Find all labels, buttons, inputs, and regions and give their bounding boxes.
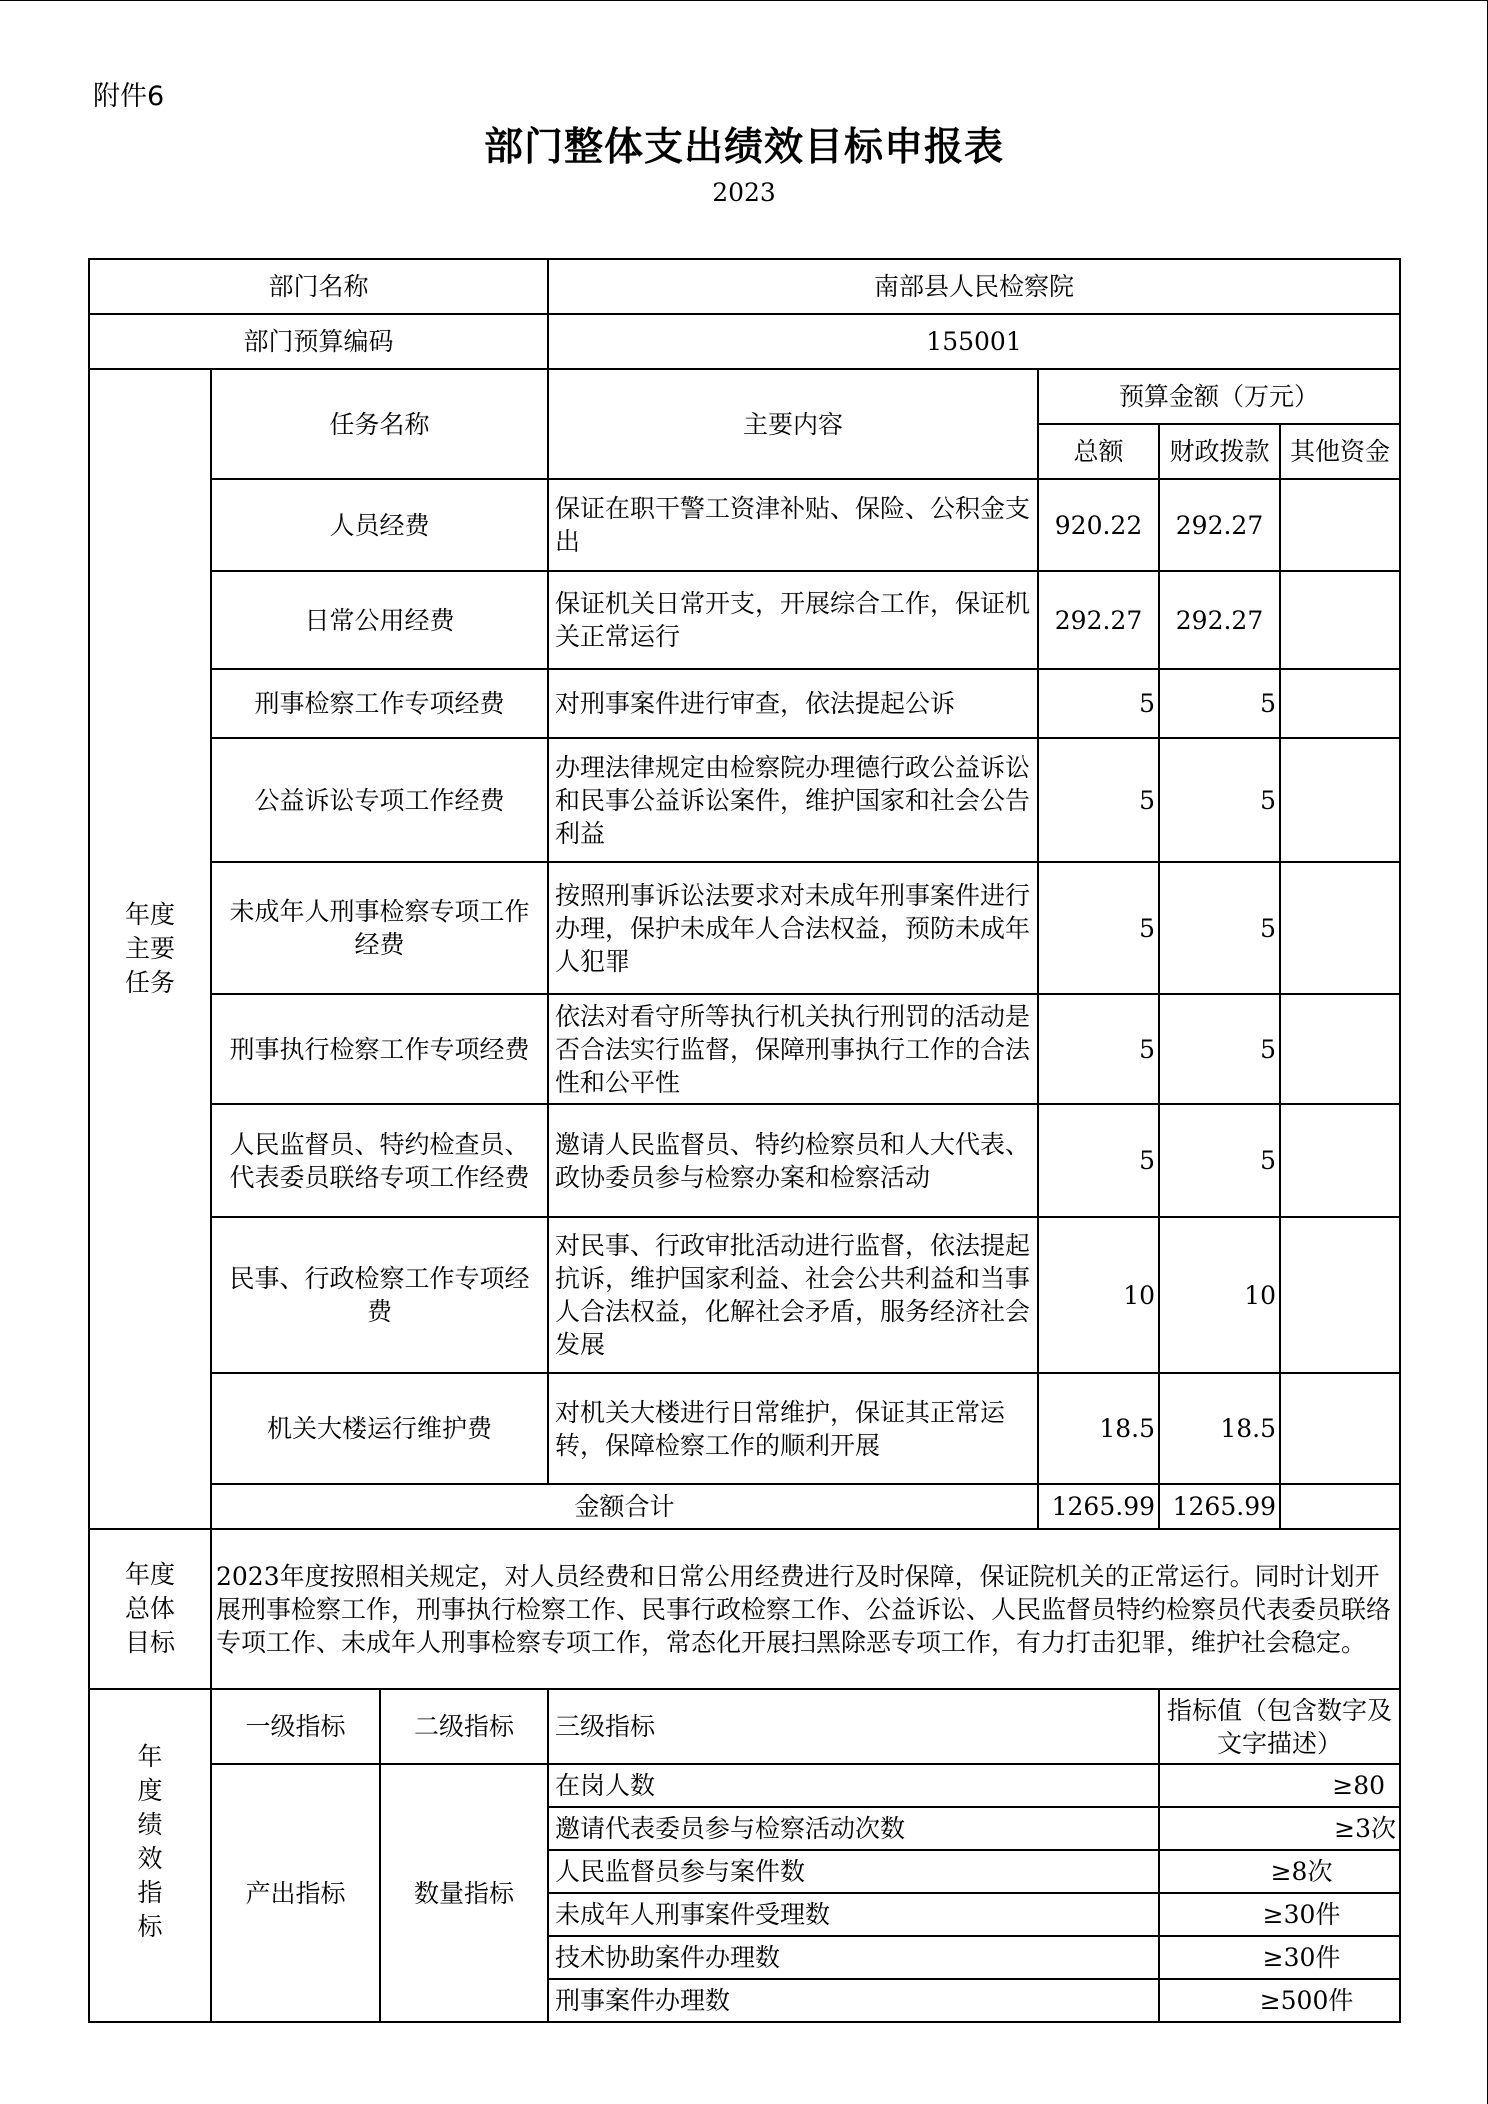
task-total: 5: [1038, 738, 1159, 862]
sum-total: 1265.99: [1038, 1484, 1159, 1529]
indicator-value-header: 指标值（包含数字及文字描述）: [1159, 1689, 1400, 1764]
other-header: 其他资金: [1280, 424, 1400, 479]
task-other: [1280, 994, 1400, 1104]
task-total: 5: [1038, 669, 1159, 738]
task-fiscal: 292.27: [1159, 571, 1280, 669]
task-total: 5: [1038, 994, 1159, 1104]
dept-name-label: 部门名称: [89, 259, 548, 314]
performance-target-table: [88, 258, 1401, 2023]
sum-label: 金额合计: [211, 1484, 1038, 1529]
level2-value: 数量指标: [380, 1764, 548, 2022]
overall-goal-label: [89, 1529, 211, 1689]
task-fiscal: 5: [1159, 862, 1280, 994]
main-content-header: 主要内容: [548, 369, 1038, 479]
task-content: 对刑事案件进行审查，依法提起公诉: [548, 669, 1038, 738]
indicator-name: 技术协助案件办理数: [548, 1936, 1159, 1979]
task-total: 292.27: [1038, 571, 1159, 669]
task-other: [1280, 479, 1400, 571]
indicator-name: 在岗人数: [548, 1764, 1159, 1807]
tasks-label-line: 年度: [124, 900, 175, 929]
perf-header-row: [89, 1689, 1400, 1764]
task-content: 保证机关日常开支，开展综合工作，保证机关正常运行: [548, 571, 1038, 669]
perf-label-line: 指: [137, 1878, 163, 1907]
perf-label-line: 度: [137, 1776, 163, 1805]
task-content: 对机关大楼进行日常维护，保证其正常运转，保障检察工作的顺利开展: [548, 1373, 1038, 1484]
overall-label-line: 年度: [124, 1560, 175, 1589]
dept-name-row: [89, 259, 1400, 314]
task-fiscal: 10: [1159, 1217, 1280, 1373]
indicator-value: ≥500件: [1159, 1979, 1400, 2022]
indicator-value: ≥3次: [1159, 1807, 1400, 1850]
dept-code-value: 155001: [548, 314, 1400, 369]
task-fiscal: 18.5: [1159, 1373, 1280, 1484]
fiscal-header: 财政拨款: [1159, 424, 1280, 479]
indicator-value: ≥8次: [1159, 1850, 1400, 1893]
task-other: [1280, 571, 1400, 669]
task-content: 对民事、行政审批活动进行监督，依法提起抗诉，维护国家利益、社会公共利益和当事人合法权益，化解社会矛盾，服务经济社会发展: [548, 1217, 1038, 1373]
level1-header: 一级指标: [211, 1689, 380, 1764]
task-name: 民事、行政检察工作专项经费: [211, 1217, 548, 1373]
overall-label-line: 目标: [124, 1628, 175, 1657]
task-row: [89, 669, 1400, 738]
task-row: [89, 479, 1400, 571]
perf-label-line: 年: [137, 1742, 163, 1771]
task-other: [1280, 1217, 1400, 1373]
task-row: [89, 862, 1400, 994]
indicator-name: 人民监督员参与案件数: [548, 1850, 1159, 1893]
overall-goal-row: [89, 1529, 1400, 1689]
year-label: 2023: [712, 178, 776, 207]
task-content: 邀请人民监督员、特约检察员和人大代表、政协委员参与检察办案和检察活动: [548, 1104, 1038, 1217]
task-row: [89, 738, 1400, 862]
task-content: 依法对看守所等执行机关执行刑罚的活动是否合法实行监督，保障刑事执行工作的合法性和公平性: [548, 994, 1038, 1104]
task-row: [89, 1217, 1400, 1373]
indicator-name: 刑事案件办理数: [548, 1979, 1159, 2022]
task-other: [1280, 1373, 1400, 1484]
task-other: [1280, 1104, 1400, 1217]
task-name: 刑事执行检察工作专项经费: [211, 994, 548, 1104]
task-name: 人员经费: [211, 479, 548, 571]
overall-goal-text: 2023年度按照相关规定，对人员经费和日常公用经费进行及时保障，保证院机关的正常运行。同时计划开展刑事检察工作，刑事执行检察工作、民事行政检察工作、公益诉讼、人民监督员特约检察员代表委员联络专项工作、未成年人刑事检察专项工作，常态化开展扫黑除恶专项工作，有力打击犯罪，维护社会稳定。: [211, 1529, 1400, 1689]
page-title: 部门整体支出绩效目标申报表: [483, 125, 1004, 170]
task-other: [1280, 669, 1400, 738]
task-fiscal: 5: [1159, 1104, 1280, 1217]
level3-header: 三级指标: [548, 1689, 1159, 1764]
task-name: 人民监督员、特约检查员、代表委员联络专项工作经费: [211, 1104, 548, 1217]
page-top-border: [0, 0, 1488, 1]
level1-value: 产出指标: [211, 1764, 380, 2022]
total-header: 总额: [1038, 424, 1159, 479]
perf-label-line: 绩: [137, 1810, 163, 1839]
indicator-value: ≥30件: [1159, 1936, 1400, 1979]
task-fiscal: 5: [1159, 994, 1280, 1104]
tasks-section-label: [89, 369, 211, 1529]
task-fiscal: 292.27: [1159, 479, 1280, 571]
dept-code-label: 部门预算编码: [89, 314, 548, 369]
task-row: [89, 1373, 1400, 1484]
sum-fiscal: 1265.99: [1159, 1484, 1280, 1529]
task-total: 920.22: [1038, 479, 1159, 571]
task-name: 日常公用经费: [211, 571, 548, 669]
task-name: 机关大楼运行维护费: [211, 1373, 548, 1484]
dept-name-value: 南部县人民检察院: [548, 259, 1400, 314]
task-content: 按照刑事诉讼法要求对未成年刑事案件进行办理，保护未成年人合法权益，预防未成年人犯罪: [548, 862, 1038, 994]
task-total: 5: [1038, 862, 1159, 994]
task-name: 未成年人刑事检察专项工作经费: [211, 862, 548, 994]
task-total: 5: [1038, 1104, 1159, 1217]
budget-header: 预算金额（万元）: [1038, 369, 1400, 424]
attachment-label: 附件6: [93, 81, 165, 112]
task-fiscal: 5: [1159, 738, 1280, 862]
level2-header: 二级指标: [380, 1689, 548, 1764]
indicator-value: ≥30件: [1159, 1893, 1400, 1936]
perf-label-line: 标: [137, 1912, 163, 1941]
task-other: [1280, 862, 1400, 994]
task-total: 10: [1038, 1217, 1159, 1373]
task-row: [89, 1104, 1400, 1217]
overall-label-line: 总体: [124, 1594, 175, 1623]
sum-row: [89, 1484, 1400, 1529]
indicator-value: ≥80: [1159, 1764, 1400, 1807]
task-name-header: 任务名称: [211, 369, 548, 479]
task-name: 刑事检察工作专项经费: [211, 669, 548, 738]
task-fiscal: 5: [1159, 669, 1280, 738]
perf-label-line: 效: [137, 1844, 163, 1873]
task-other: [1280, 738, 1400, 862]
tasks-label-line: 任务: [124, 968, 175, 997]
task-name: 公益诉讼专项工作经费: [211, 738, 548, 862]
dept-code-row: [89, 314, 1400, 369]
indicator-name: 邀请代表委员参与检察活动次数: [548, 1807, 1159, 1850]
sum-other: [1280, 1484, 1400, 1529]
tasks-header-row: [89, 369, 1400, 424]
indicator-name: 未成年人刑事案件受理数: [548, 1893, 1159, 1936]
perf-section-label: [89, 1689, 211, 2022]
tasks-label-line: 主要: [124, 934, 175, 963]
task-content: 保证在职干警工资津补贴、保险、公积金支出: [548, 479, 1038, 571]
task-row: [89, 571, 1400, 669]
task-content: 办理法律规定由检察院办理德行政公益诉讼和民事公益诉讼案件，维护国家和社会公告利益: [548, 738, 1038, 862]
task-row: [89, 994, 1400, 1104]
task-total: 18.5: [1038, 1373, 1159, 1484]
indicator-row: [89, 1764, 1400, 1807]
